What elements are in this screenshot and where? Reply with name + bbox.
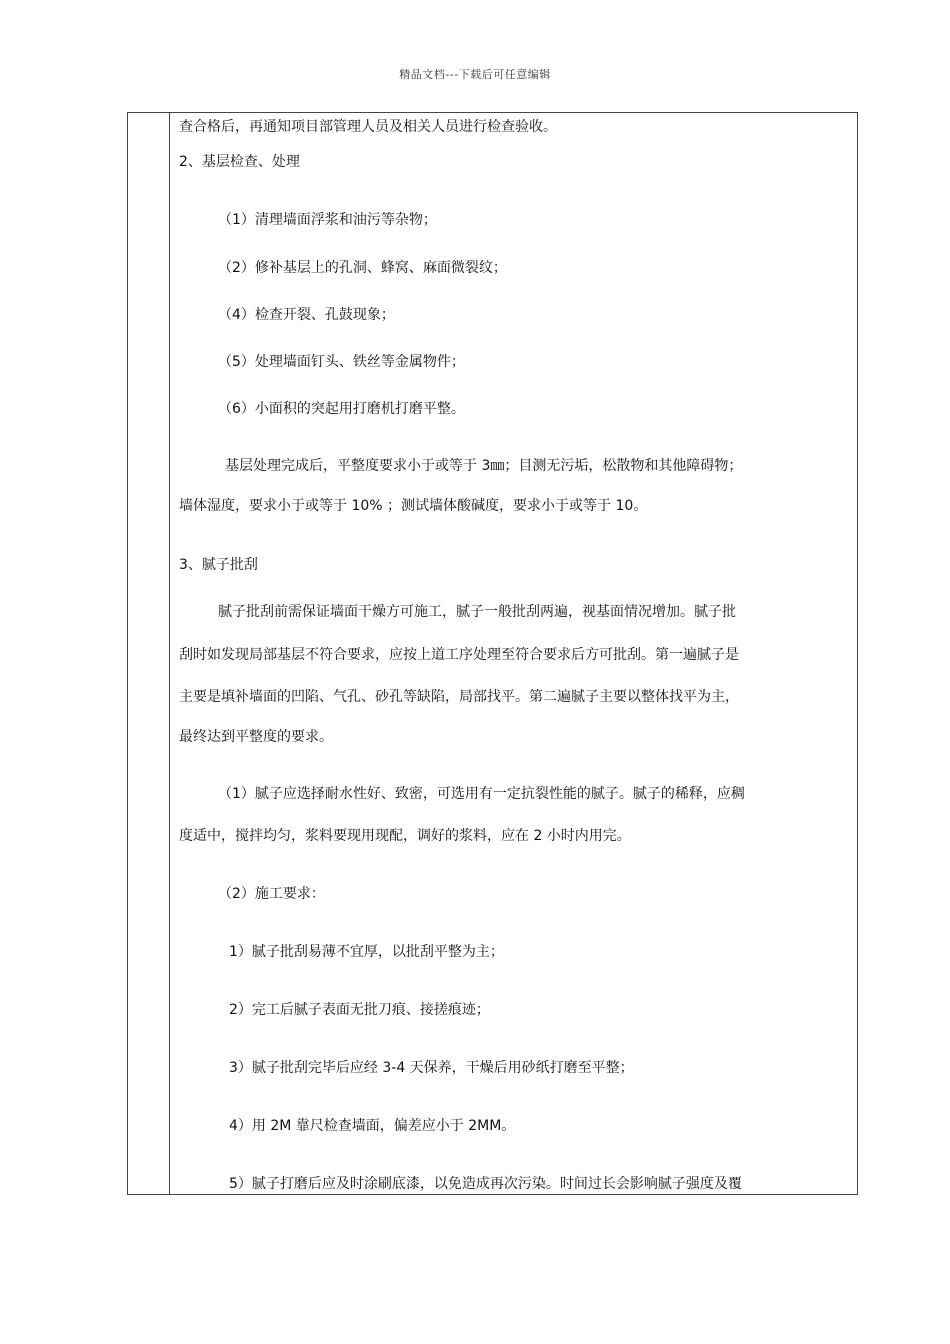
list-item: 5）腻子打磨后应及时涂刷底漆，以免造成再次污染。时间过长会影响腻子强度及覆 <box>229 1176 742 1192</box>
paragraph-line: 基层处理完成后，平整度要求小于或等于 3㎜；目测无污垢，松散物和其他障碍物； <box>225 458 743 474</box>
list-item: 1）腻子批刮易薄不宜厚，以批刮平整为主； <box>229 944 504 960</box>
list-item: （2）修补基层上的孔洞、蜂窝、麻面微裂纹； <box>218 260 507 276</box>
list-item: （6）小面积的突起用打磨机打磨平整。 <box>218 401 465 417</box>
list-item: （2）施工要求： <box>218 886 325 902</box>
paragraph-line: 腻子批刮前需保证墙面干燥方可施工，腻子一般批刮两遍，视基面情况增加。腻子批 <box>218 604 736 620</box>
list-item: 3）腻子批刮完毕后应经 3-4 天保养，干燥后用砂纸打磨至平整； <box>229 1060 634 1076</box>
paragraph-line: 最终达到平整度的要求。 <box>179 729 333 745</box>
list-item: （5）处理墙面钉头、铁丝等金属物件； <box>218 354 465 370</box>
section-heading: 2、基层检查、处理 <box>179 154 300 170</box>
list-item: （4）检查开裂、孔鼓现象； <box>218 307 395 323</box>
paragraph-line: 墙体湿度，要求小于或等于 10% ；测试墙体酸碱度，要求小于或等于 10。 <box>179 498 648 514</box>
paragraph-line: 刮时如发现局部基层不符合要求，应按上道工序处理至符合要求后方可批刮。第一遍腻子是 <box>179 647 739 663</box>
paragraph-line: 主要是填补墙面的凹陷、气孔、砂孔等缺陷，局部找平。第二遍腻子主要以整体找平为主， <box>179 689 739 705</box>
table-column-divider <box>169 112 170 1195</box>
paragraph-line: （1）腻子应选择耐水性好、致密，可选用有一定抗裂性能的腻子。腻子的稀释，应稠 <box>218 786 745 802</box>
page-header-note: 精品文档---下载后可任意编辑 <box>399 68 551 81</box>
list-item: （1）清理墙面浮浆和油污等杂物； <box>218 212 437 228</box>
paragraph-line: 度适中，搅拌均匀，浆料要现用现配，调好的浆料，应在 2 小时内用完。 <box>179 828 631 844</box>
list-item: 4）用 2M 靠尺检查墙面，偏差应小于 2MM。 <box>229 1118 516 1134</box>
paragraph-line: 查合格后，再通知项目部管理人员及相关人员进行检查验收。 <box>179 119 557 135</box>
section-heading: 3、腻子批刮 <box>179 557 258 573</box>
list-item: 2）完工后腻子表面无批刀痕、接搓痕迹； <box>229 1002 490 1018</box>
